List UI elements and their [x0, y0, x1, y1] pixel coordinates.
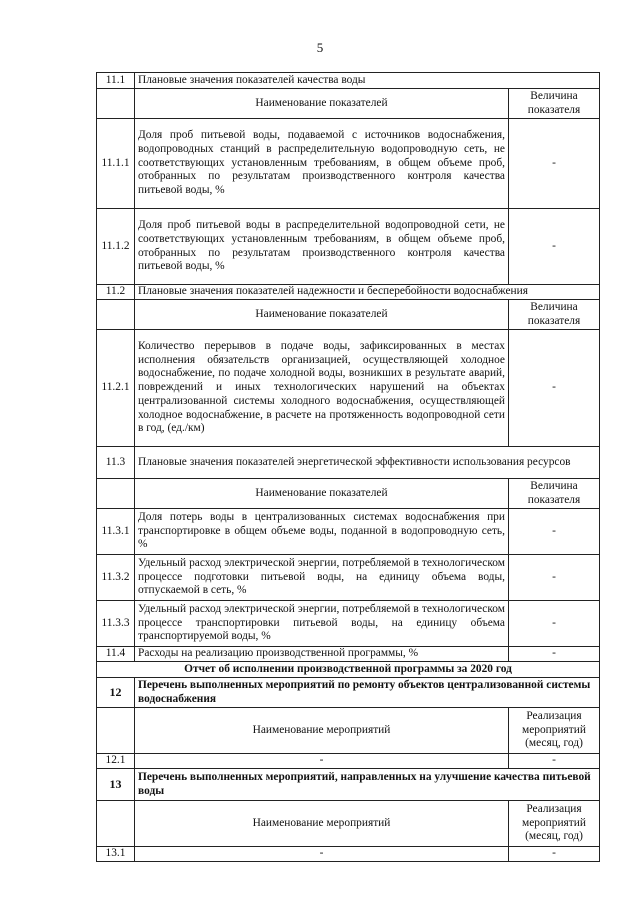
column-header-row — [97, 479, 600, 509]
row-value: - — [508, 330, 599, 447]
section-number: 13 — [97, 769, 135, 801]
page-number: 5 — [316, 40, 324, 55]
row-value: - — [508, 509, 599, 555]
report-title: Отчет об исполнении производственной программы за 2020 год — [97, 662, 600, 678]
section-number: 11.2 — [97, 285, 135, 300]
row-text: Доля проб питьевой воды в распределительной водопроводной сети, не соответствующих установленным требованиям, в общем объеме проб, отобранных по результатам производственного контроля качества питьевой воды, % — [135, 209, 509, 285]
row-text: Доля потерь воды в централизованных системах водоснабжения при транспортировке в общем объеме воды, поданной в водопроводную сеть, % — [135, 509, 509, 555]
empty-cell — [97, 479, 135, 509]
table-row — [97, 754, 600, 769]
section-header-row — [97, 285, 600, 300]
section-number: 12 — [97, 678, 135, 708]
section-header-row — [97, 769, 600, 801]
row-number: 11.1.2 — [97, 209, 135, 285]
table-row — [97, 509, 600, 555]
empty-cell — [97, 300, 135, 330]
row-text: Расходы на реализацию производственной программы, % — [135, 647, 509, 662]
column-header-row — [97, 801, 600, 847]
column-header-row — [97, 300, 600, 330]
row-value: - — [508, 555, 599, 601]
row-value: - — [508, 647, 599, 662]
table-row — [97, 555, 600, 601]
row-number: 11.4 — [97, 647, 135, 662]
empty-cell — [97, 801, 135, 847]
section-title: Плановые значения показателей энергетической эффективности использования ресурсов — [135, 447, 600, 479]
column-header-value: Величина показателя — [508, 89, 599, 119]
section-title: Плановые значения показателей качества воды — [135, 73, 600, 89]
column-header-name: Наименование показателей — [135, 479, 509, 509]
section-title: Перечень выполненных мероприятий по ремонту объектов централизованной системы водоснабжения — [135, 678, 600, 708]
row-number: 11.3.1 — [97, 509, 135, 555]
section-number: 11.1 — [97, 73, 135, 89]
section-header-row — [97, 73, 600, 89]
row-value: - — [508, 601, 599, 647]
section-header-row — [97, 447, 600, 479]
table-row — [97, 119, 600, 209]
table-row — [97, 647, 600, 662]
table-row — [97, 209, 600, 285]
row-text: Доля проб питьевой воды, подаваемой с источников водоснабжения, водопроводных станций в распределительную водопроводную сеть, не соответствующих установленным требованиям, в общем объеме проб, отобранных по результатам производственного контроля качества питьевой воды, % — [135, 119, 509, 209]
row-value: - — [508, 847, 599, 862]
row-number: 13.1 — [97, 847, 135, 862]
row-number: 11.2.1 — [97, 330, 135, 447]
row-text: Количество перерывов в подаче воды, зафиксированных в местах исполнения обязательств организацией, осуществляющей холодное водоснабжение, по подаче холодной воды, возникших в результате аварий, повреждений и иных технологических нарушений на объектах централизованной системы холодного водоснабжения, осуществляющей холодное водоснабжение, в расчете на протяженность водопроводной сети в год, (ед./км) — [135, 330, 509, 447]
row-value: - — [508, 119, 599, 209]
section-title: Перечень выполненных мероприятий, направленных на улучшение качества питьевой воды — [135, 769, 600, 801]
column-header-value: Величина показателя — [508, 300, 599, 330]
row-text: - — [135, 847, 509, 862]
empty-cell — [97, 89, 135, 119]
column-header-row — [97, 708, 600, 754]
row-text: - — [135, 754, 509, 769]
section-number: 11.3 — [97, 447, 135, 479]
section-title: Плановые значения показателей надежности и бесперебойности водоснабжения — [135, 285, 600, 300]
column-header-value: Величина показателя — [508, 479, 599, 509]
row-value: - — [508, 209, 599, 285]
program-table — [96, 72, 600, 862]
table-row — [97, 330, 600, 447]
column-header-value: Реализация мероприятий (месяц, год) — [508, 801, 599, 847]
column-header-name: Наименование показателей — [135, 89, 509, 119]
empty-cell — [97, 708, 135, 754]
section-header-row — [97, 678, 600, 708]
row-number: 11.3.2 — [97, 555, 135, 601]
column-header-name: Наименование мероприятий — [135, 708, 509, 754]
row-text: Удельный расход электрической энергии, потребляемой в технологическом процессе транспортировки питьевой воды, на единицу объема транспортируемой воды, % — [135, 601, 509, 647]
row-value: - — [508, 754, 599, 769]
report-title-row — [97, 662, 600, 678]
table-row — [97, 601, 600, 647]
row-number: 11.3.3 — [97, 601, 135, 647]
row-number: 11.1.1 — [97, 119, 135, 209]
column-header-value: Реализация мероприятий (месяц, год) — [508, 708, 599, 754]
row-number: 12.1 — [97, 754, 135, 769]
column-header-row — [97, 89, 600, 119]
column-header-name: Наименование мероприятий — [135, 801, 509, 847]
row-text: Удельный расход электрической энергии, потребляемой в технологическом процессе подготовки питьевой воды, на единицу объема воды, отпускаемой в сеть, % — [135, 555, 509, 601]
column-header-name: Наименование показателей — [135, 300, 509, 330]
table-row — [97, 847, 600, 862]
